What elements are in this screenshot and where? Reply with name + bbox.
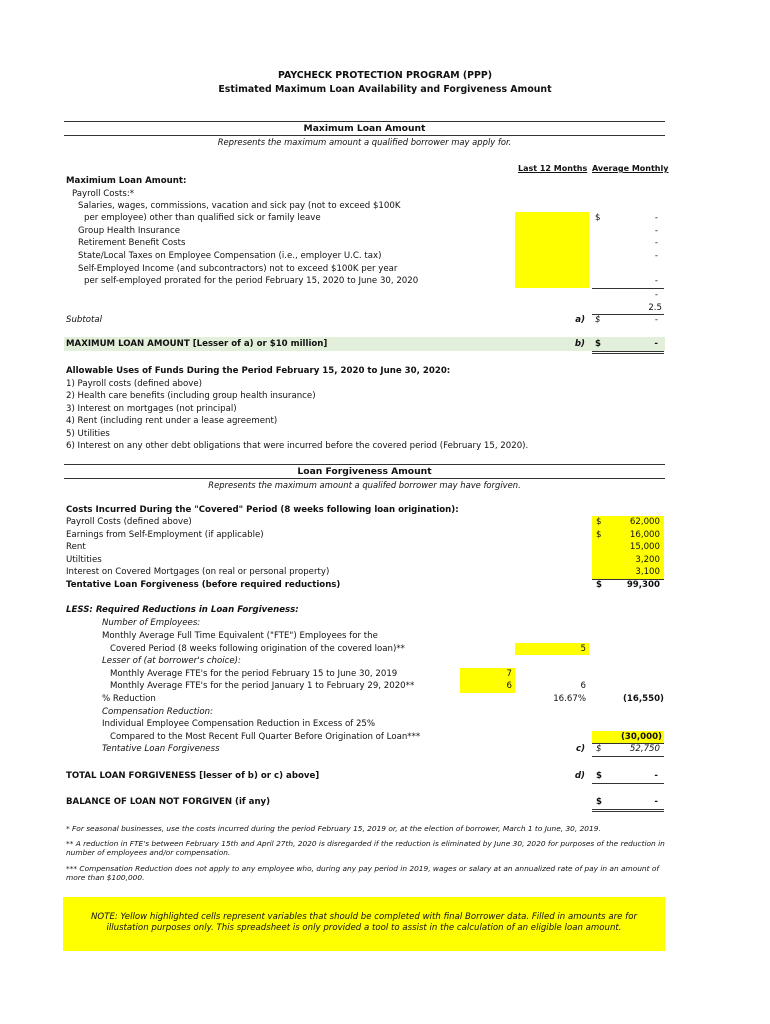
uses-item: 4) Rent (including rent under a lease agreement): [66, 416, 278, 426]
balance-value: -: [654, 797, 658, 807]
fte-2019-label: Monthly Average FTE's for the period February 15 to June 30, 2019: [110, 669, 398, 679]
pct-reduction-amount: (16,550): [622, 694, 664, 704]
footnote-3: *** Compensation Reduction does not apply to any employee who, during any pay period in 2019, wages or salary at an annualized rate of pay in an amount of more than $100,000.: [66, 864, 659, 882]
fte-2019-value[interactable]: 7: [506, 669, 512, 679]
self-employed-label: Self-Employed Income (and subcontractors) not to exceed $100K per year: [78, 264, 398, 274]
last12-input-cells[interactable]: [515, 212, 589, 288]
rent-value[interactable]: 15,000: [629, 542, 660, 552]
max-loan-letter: b): [574, 339, 585, 349]
dollar-sign: $: [596, 517, 602, 527]
subtotal-label: Subtotal: [66, 315, 103, 325]
dollar-sign: $: [595, 339, 601, 349]
fte-covered-value[interactable]: 5: [580, 644, 586, 654]
dollar-sign: $: [595, 315, 601, 325]
pct-reduction-label: % Reduction: [102, 694, 156, 704]
uses-item: 3) Interest on mortgages (not principal): [66, 404, 237, 414]
sum-line: [592, 288, 664, 289]
sum-line: [592, 783, 664, 784]
uses-item: 2) Health care benefits (including group health insurance): [66, 391, 316, 401]
avg-total-value: -: [654, 290, 658, 300]
max-loan-heading: Maximium Loan Amount:: [66, 176, 187, 186]
uses-item: 6) Interest on any other debt obligations that were incurred before the covered period (February 15, 2020).: [66, 441, 529, 451]
col-header-avg-monthly: Average Monthly: [592, 164, 669, 173]
retirement-label: Retirement Benefit Costs: [78, 238, 186, 248]
num-employees-label: Number of Employees:: [102, 618, 201, 628]
interest-value[interactable]: 3,100: [635, 567, 660, 577]
state-taxes-label: State/Local Taxes on Employee Compensation (i.e., employer U.C. tax): [78, 251, 382, 261]
utilities-label: Utiltities: [66, 555, 102, 565]
total-forgiveness-label: TOTAL LOAN FORGIVENESS [lesser of b) or c) above]: [66, 771, 320, 781]
note-text: NOTE: Yellow highlighted cells represent variables that should be completed with final Borrower data. Filled in amounts are for illustation purposes only. This spreadsheet is only provided a tool to assist in the calculation of an eligible loan amount.: [91, 912, 637, 933]
comp-reduction-value[interactable]: (30,000): [620, 732, 662, 742]
multiplier-value: 2.5: [648, 303, 662, 313]
total-forgiveness-letter: d): [574, 771, 585, 781]
document-title: PAYCHECK PROTECTION PROGRAM (PPP): [277, 70, 493, 81]
double-underline: [592, 351, 664, 352]
earnings-value[interactable]: 16,000: [629, 530, 660, 540]
dollar-sign: $: [595, 213, 601, 223]
dollar-sign: $: [596, 771, 602, 781]
interest-label: Interest on Covered Mortgages (on real or personal property): [66, 567, 330, 577]
tentative2-value: 52,750: [629, 744, 660, 754]
pct-reduction-value: 16.67%: [553, 694, 586, 704]
group-health-label: Group Health Insurance: [78, 226, 181, 236]
salaries-label: Salaries, wages, commissions, vacation and sick pay (not to exceed $100K: [78, 201, 401, 211]
costs-heading: Costs Incurred During the "Covered" Period (8 weeks following loan origination):: [66, 505, 459, 515]
col-header-last12: Last 12 Months: [518, 164, 588, 173]
section-divider: [64, 135, 665, 136]
subtotal-letter: a): [575, 315, 585, 325]
max-loan-value: -: [654, 339, 658, 349]
section-header-max-loan: Maximum Loan Amount: [303, 123, 426, 134]
double-underline: [592, 811, 664, 812]
note-box: [63, 897, 665, 951]
tentative2-letter: c): [575, 744, 585, 754]
fte-lesser-value: 6: [580, 681, 586, 691]
section-header-forgiveness: Loan Forgiveness Amount: [297, 466, 432, 477]
self-employed-label-cont: per self-employed prorated for the period February 15, 2020 to June 30, 2020: [84, 276, 419, 286]
payroll-label: Payroll Costs (defined above): [66, 517, 192, 527]
rent-label: Rent: [66, 542, 86, 552]
earnings-label: Earnings from Self-Employment (if applicable): [66, 530, 264, 540]
total-forgiveness-value: -: [654, 771, 658, 781]
uses-item: 1) Payroll costs (defined above): [66, 379, 202, 389]
double-underline: [592, 809, 664, 810]
section-subtitle-max-loan: Represents the maximum amount a qualified borrower may apply for.: [217, 137, 512, 147]
avg-taxes-value: -: [654, 251, 658, 261]
double-underline: [592, 353, 664, 354]
dollar-sign: $: [596, 580, 602, 590]
dollar-sign: $: [596, 744, 602, 754]
dollar-sign: $: [596, 530, 602, 540]
max-loan-amount-label: MAXIMUM LOAN AMOUNT [Lesser of a) or $10 million]: [66, 339, 328, 349]
sum-line: [592, 756, 664, 757]
uses-item: 5) Utilities: [66, 429, 110, 439]
document-subtitle: Estimated Maximum Loan Availability and Forgiveness Amount: [218, 84, 552, 95]
indiv-comp-label: Individual Employee Compensation Reduction in Excess of 25%: [102, 719, 376, 729]
avg-health-value: -: [654, 226, 658, 236]
lesser-of-label: Lesser of (at borrower's choice):: [102, 656, 241, 666]
footnote-2: ** A reduction in FTE's between February 15th and April 27th, 2020 is disregarded if the reduction is eliminated by June 30, 2020 for purposes of the reduction in number of employees and/or compensation.: [66, 839, 665, 857]
monthly-fte-label: Monthly Average Full Time Equivalent ("FTE") Employees for the: [102, 631, 378, 641]
footnote-1: * For seasonal businesses, use the costs incurred during the period February 15, 2019 or, at the election of borrower, March 1 to June, 30, 2019.: [66, 824, 601, 833]
balance-label: BALANCE OF LOAN NOT FORGIVEN (if any): [66, 797, 271, 807]
fte-2020-value[interactable]: 6: [506, 681, 512, 691]
payroll-value[interactable]: 62,000: [629, 517, 660, 527]
monthly-fte-label-cont: Covered Period (8 weeks following origination of the covered loan)**: [110, 644, 405, 654]
salaries-label-cont: per employee) other than qualified sick or family leave: [84, 213, 321, 223]
tentative-label: Tentative Loan Forgiveness (before required reductions): [66, 580, 341, 590]
payroll-costs-label: Payroll Costs:*: [72, 189, 135, 199]
section-divider: [64, 478, 665, 479]
section-divider: [64, 121, 665, 122]
avg-salaries-value: -: [654, 213, 658, 223]
avg-retirement-value: -: [654, 238, 658, 248]
section-subtitle-forgiveness: Represents the maximum amount a qualifed borrower may have forgiven.: [208, 480, 521, 490]
less-heading: LESS: Required Reductions in Loan Forgiveness:: [66, 605, 299, 615]
dollar-sign: $: [596, 797, 602, 807]
utilities-value[interactable]: 3,200: [635, 555, 660, 565]
avg-self-employed-value: -: [654, 276, 658, 286]
tentative2-label: Tentative Loan Forgiveness: [102, 744, 220, 754]
uses-heading: Allowable Uses of Funds During the Period February 15, 2020 to June 30, 2020:: [66, 366, 451, 376]
indiv-comp-label-cont: Compared to the Most Recent Full Quarter Before Origination of Loan***: [110, 732, 421, 742]
tentative-value: 99,300: [626, 580, 660, 590]
section-divider: [64, 464, 665, 465]
fte-2020-label: Monthly Average FTE's for the period January 1 to February 29, 2020**: [110, 681, 415, 691]
comp-reduction-label: Compensation Reduction:: [102, 707, 213, 717]
subtotal-value: -: [654, 315, 658, 325]
